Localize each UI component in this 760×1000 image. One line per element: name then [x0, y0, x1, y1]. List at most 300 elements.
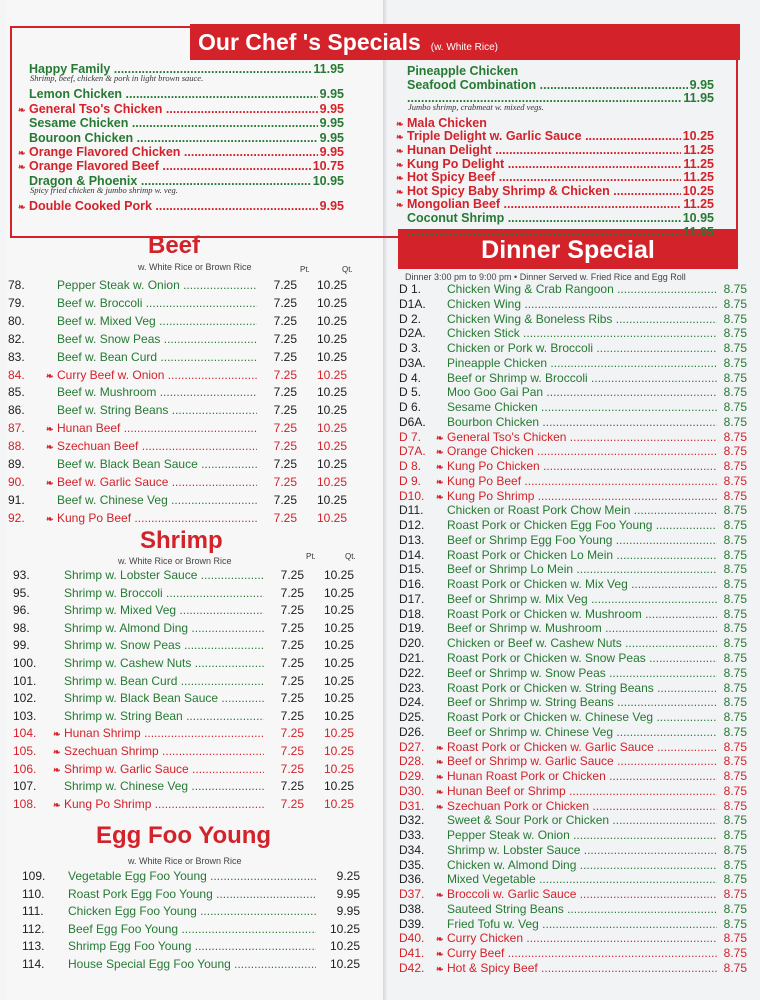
special-item-name: Kung Po Delight ..... [407, 157, 681, 171]
shrimp-title: Shrimp [140, 527, 223, 554]
menu-item [13, 691, 354, 705]
item-price-quart: 10.25 [316, 349, 347, 364]
special-item-price: 10.95 [312, 173, 344, 188]
item-name: Beef or Shrimp Lo Mein ..... [447, 562, 717, 576]
menu-item [8, 314, 347, 328]
item-number: D27. [399, 739, 425, 754]
item-number: D11. [399, 503, 424, 518]
item-price-pint: 7.25 [280, 638, 304, 653]
menu-item [399, 902, 747, 916]
menu-item [399, 356, 747, 370]
item-name: Pepper Steak w. Onion ..... [447, 828, 717, 842]
item-number: D30. [399, 783, 425, 798]
special-item [396, 184, 714, 198]
special-item-price: 11.25 [683, 197, 714, 212]
menu-item [399, 459, 747, 473]
item-name: Beef or Shrimp w. Chinese Veg ..... [447, 725, 717, 739]
item-price-pint: 7.25 [280, 744, 304, 758]
item-number: 99. [13, 638, 30, 653]
item-number: 108. [13, 796, 37, 811]
menu-item [8, 296, 347, 310]
item-price-quart: 10.25 [323, 673, 354, 688]
item-price-quart: 10.25 [316, 385, 347, 400]
item-name: Hunan Beef or Shrimp ..... [447, 784, 717, 798]
item-name: Beef w. Garlic Sauce ..... [57, 475, 257, 489]
item-price: 8.75 [723, 931, 747, 946]
special-item-price: 10.25 [682, 183, 714, 198]
menu-item [13, 744, 354, 758]
item-name: Beef or Shrimp w. Mushroom ..... [447, 621, 717, 635]
item-name: Shrimp w. Black Bean Sauce ..... [64, 691, 264, 705]
item-number: D38. [399, 901, 425, 916]
item-price: 8.75 [723, 665, 747, 680]
item-name: Curry Beef ..... [447, 946, 717, 960]
item-price: 8.75 [723, 960, 747, 975]
menu-item [8, 368, 347, 382]
shrimp-subtitle: w. White Rice or Brown Rice [118, 556, 232, 566]
special-item-price: 11.25 [683, 143, 714, 157]
item-name: Beef or Shrimp w. Snow Peas ..... [447, 666, 717, 680]
item-number: 102. [13, 691, 37, 706]
item-price-quart: 10.25 [323, 603, 354, 618]
item-number: D32. [399, 813, 425, 828]
item-number: 110. [22, 886, 45, 901]
special-item-name: Coconut Shrimp ..... [407, 211, 681, 225]
item-price-pint: 7.25 [280, 708, 304, 723]
menu-item [8, 403, 347, 417]
special-item-price: 11.25 [683, 170, 714, 185]
item-price-pint: 7.25 [280, 761, 304, 776]
item-price-quart: 10.25 [316, 367, 347, 382]
item-price-quart: 10.25 [323, 761, 354, 776]
item-number: 90. [8, 474, 25, 489]
item-number: 85. [8, 385, 25, 400]
chili-pepper-icon: ❧ [396, 146, 404, 156]
item-number: 105. [13, 744, 37, 758]
item-name: Broccoli w. Garlic Sauce ..... [447, 887, 717, 901]
item-name: Shrimp w. Cashew Nuts ..... [64, 656, 264, 670]
item-number: 88. [8, 439, 25, 454]
chili-pepper-icon: ❧ [436, 462, 444, 473]
item-price: 8.75 [723, 311, 747, 326]
item-number: D31. [399, 798, 425, 813]
special-item-name: Dragon & Phoenix ..... [29, 174, 311, 188]
item-name: Roast Pork or Chicken w. Mix Veg ..... [447, 577, 717, 591]
item-name: Beef w. Mushroom ..... [57, 385, 257, 399]
item-name: Roast Pork or Chicken Lo Mein ..... [447, 548, 717, 562]
item-number: D35. [399, 857, 425, 872]
special-item [18, 199, 344, 213]
item-price: 8.75 [723, 724, 747, 739]
item-name: Chicken or Roast Pork Chow Mein ..... [447, 503, 717, 517]
special-item-name [407, 225, 681, 239]
special-item [18, 159, 344, 173]
item-number: D25. [399, 710, 425, 725]
item-price-quart: 10.25 [323, 779, 354, 794]
item-number: D 1. [399, 282, 422, 296]
item-number: 86. [8, 403, 25, 418]
item-number: 92. [8, 510, 25, 525]
item-number: D 2. [399, 311, 422, 326]
chili-pepper-icon: ❧ [436, 786, 444, 797]
menu-item [399, 636, 747, 650]
item-price: 8.75 [723, 414, 747, 429]
item-name: Roast Pork or Chicken w. Snow Peas ..... [447, 651, 717, 665]
item-number: 106. [13, 761, 37, 776]
item-price-quart: 10.25 [316, 331, 347, 346]
item-name: Beef or Shrimp w. Broccoli ..... [447, 371, 717, 385]
chili-pepper-icon: ❧ [46, 442, 54, 453]
menu-item [399, 681, 747, 695]
menu-item [13, 674, 354, 688]
menu-item [8, 493, 347, 507]
item-price: 8.75 [723, 355, 747, 370]
item-number: 112. [22, 921, 45, 936]
item-price: 8.75 [723, 562, 747, 577]
special-item-price: 9.95 [319, 145, 344, 159]
item-name: Kung Po Beef ..... [57, 511, 257, 525]
menu-item [8, 278, 347, 292]
chili-pepper-icon: ❧ [18, 104, 26, 115]
menu-item [399, 282, 747, 296]
item-number: D23. [399, 680, 425, 695]
item-price-quart: 10.25 [316, 492, 347, 507]
item-name: Beef or Shrimp w. String Beans ..... [447, 695, 717, 709]
item-name: Mixed Vegetable ..... [447, 872, 717, 886]
item-number: 80. [8, 313, 25, 328]
item-number: D37. [399, 887, 425, 902]
chili-pepper-icon: ❧ [46, 370, 54, 381]
item-name: Kung Po Beef ..... [447, 474, 717, 488]
item-price-quart: 10.25 [316, 510, 347, 525]
item-price-pint: 7.25 [273, 331, 297, 346]
menu-item [399, 312, 747, 326]
menu-item [399, 548, 747, 562]
item-number: D21. [399, 651, 425, 665]
menu-item [399, 503, 747, 517]
item-price-pint: 7.25 [280, 585, 304, 600]
item-number: D13. [399, 532, 425, 547]
item-number: D1A. [399, 296, 426, 311]
item-price: 8.75 [723, 710, 747, 725]
special-item-description: Jumbo shrimp, crabmeat w. mixed vegs. [408, 101, 544, 112]
item-price-quart: 10.25 [316, 457, 347, 471]
item-price-quart: 10.25 [323, 691, 354, 706]
item-name: Shrimp w. Lobster Sauce ..... [64, 568, 264, 582]
menu-item [8, 350, 347, 364]
special-item-price: 11.95 [313, 62, 344, 76]
special-item [18, 145, 344, 159]
item-name: Shrimp w. Garlic Sauce ..... [64, 762, 264, 776]
special-item-name: Hot Spicy Beef ..... [407, 170, 681, 184]
menu-item [399, 607, 747, 621]
menu-item [399, 444, 747, 458]
chili-pepper-icon: ❧ [436, 890, 444, 901]
item-price: 9.95 [336, 904, 360, 919]
menu-item [399, 341, 747, 355]
menu-item [8, 385, 347, 399]
chili-pepper-icon: ❧ [18, 202, 26, 213]
item-price: 8.75 [723, 842, 747, 857]
special-item-price: 9.95 [319, 87, 344, 102]
menu-item [8, 439, 347, 453]
item-name: Shrimp w. Chinese Veg ..... [64, 779, 264, 793]
menu-item [13, 621, 354, 635]
item-number: D39. [399, 916, 425, 931]
item-price-quart: 10.25 [323, 620, 354, 635]
item-number: 101. [13, 673, 37, 688]
menu-item [399, 385, 747, 399]
item-name: Hunan Roast Pork or Chicken ..... [447, 769, 717, 783]
item-price: 8.75 [723, 946, 747, 961]
item-name: Shrimp w. Bean Curd ..... [64, 674, 264, 688]
item-price: 8.75 [723, 591, 747, 606]
menu-item [399, 562, 747, 576]
item-name: Beef Egg Foo Young ..... [68, 922, 316, 936]
item-name: Shrimp w. Almond Ding ..... [64, 621, 264, 635]
menu-item [399, 371, 747, 385]
menu-item [399, 769, 747, 783]
special-item [396, 197, 714, 211]
special-item-name: Double Cooked Pork ..... [29, 199, 318, 213]
item-price-quart: 10.25 [323, 638, 354, 653]
chili-pepper-icon: ❧ [46, 424, 54, 435]
menu-item [399, 430, 747, 444]
chili-pepper-icon: ❧ [53, 799, 61, 810]
menu-item [8, 457, 347, 471]
chili-pepper-icon: ❧ [436, 757, 444, 768]
item-number: D36. [399, 872, 425, 887]
item-name: Fried Tofu w. Veg ..... [447, 917, 717, 931]
item-price-pint: 7.25 [280, 568, 304, 582]
item-price: 8.75 [723, 547, 747, 562]
special-item-description: Spicy fried chicken & jumbo shrimp w. veg. [30, 185, 178, 196]
item-price-pint: 7.25 [273, 313, 297, 328]
menu-item [399, 858, 747, 872]
item-number: D42. [399, 960, 425, 975]
menu-item [13, 709, 354, 723]
item-name: Roast Pork or Chicken w. Chinese Veg ..... [447, 710, 717, 724]
item-name: Beef w. String Beans ..... [57, 403, 257, 417]
item-number: D15. [399, 562, 425, 577]
menu-item [399, 754, 747, 768]
menu-item [399, 828, 747, 842]
chili-pepper-icon: ❧ [18, 162, 26, 173]
item-number: D29. [399, 769, 425, 784]
item-number: 78. [8, 278, 25, 292]
special-item-price: 9.95 [689, 77, 714, 92]
item-price-quart: 10.25 [316, 278, 347, 292]
item-name: Beef w. Black Bean Sauce ..... [57, 457, 257, 471]
menu-item [399, 799, 747, 813]
special-item [396, 170, 714, 184]
item-number: 87. [8, 421, 25, 436]
chili-pepper-icon: ❧ [53, 747, 61, 757]
item-price: 8.75 [723, 828, 747, 843]
item-name: Chicken Wing & Boneless Ribs ..... [447, 312, 717, 326]
item-price-pint: 7.25 [280, 779, 304, 794]
item-name: Szechuan Pork or Chicken ..... [447, 799, 717, 813]
item-price: 8.75 [723, 459, 747, 474]
item-price: 8.75 [723, 754, 747, 769]
item-name: Roast Pork or Chicken Egg Foo Young ..... [447, 518, 717, 532]
item-price: 8.75 [723, 473, 747, 488]
item-price-quart: 10.25 [316, 313, 347, 328]
item-number: D10. [399, 488, 425, 503]
item-number: D26. [399, 724, 425, 739]
item-number: D19. [399, 621, 425, 636]
menu-item [399, 917, 747, 931]
menu-item [399, 621, 747, 635]
chili-pepper-icon: ❧ [436, 949, 444, 960]
item-price: 8.75 [723, 887, 747, 902]
special-item-price: 9.95 [319, 101, 344, 116]
menu-item [399, 695, 747, 709]
item-number: D17. [399, 591, 425, 606]
item-number: D7A. [399, 444, 426, 459]
menu-item [399, 489, 747, 503]
menu-item [22, 939, 360, 953]
item-price: 8.75 [723, 606, 747, 621]
menu-item [399, 946, 747, 960]
special-item-price: 11.95 [683, 224, 714, 239]
egg-foo-young-title: Egg Foo Young [96, 822, 272, 849]
item-price: 8.75 [723, 282, 747, 296]
item-name: Shrimp w. Broccoli ..... [64, 586, 264, 600]
item-number: 91. [8, 492, 25, 507]
item-number: D20. [399, 636, 425, 651]
dinner-special-title: Dinner Special [398, 229, 738, 269]
item-name: Beef w. Chinese Veg ..... [57, 493, 257, 507]
item-price-pint: 7.25 [273, 421, 297, 436]
item-price: 8.75 [723, 680, 747, 695]
item-number: 113. [22, 939, 45, 954]
special-item [396, 78, 714, 92]
menu-item [399, 666, 747, 680]
item-name: Sauteed String Beans ..... [447, 902, 717, 916]
beef-pt-header: Pt. [300, 265, 310, 274]
menu-item [399, 887, 747, 901]
chili-pepper-icon: ❧ [396, 186, 404, 197]
special-item-price: 9.95 [319, 130, 344, 145]
item-number: 93. [13, 568, 30, 582]
item-price-quart: 10.25 [323, 726, 354, 741]
item-price-pint: 7.25 [273, 510, 297, 525]
special-item [396, 143, 714, 157]
chili-pepper-icon: ❧ [436, 476, 444, 487]
item-price-quart: 10.25 [323, 796, 354, 811]
item-number: 109. [22, 869, 46, 883]
chili-pepper-icon: ❧ [46, 513, 54, 524]
item-number: D 3. [399, 341, 422, 356]
menu-item [399, 784, 747, 798]
special-item [18, 116, 344, 130]
item-name: Curry Chicken ..... [447, 931, 717, 945]
item-price: 8.75 [723, 695, 747, 710]
special-item [18, 87, 344, 101]
special-item-name: Sesame Chicken ..... [29, 116, 318, 130]
item-price: 8.75 [723, 636, 747, 651]
item-price-pint: 7.25 [280, 673, 304, 688]
item-name: Kung Po Chicken ..... [447, 459, 717, 473]
item-price: 8.75 [723, 813, 747, 828]
menu-item [399, 843, 747, 857]
item-number: D16. [399, 577, 425, 592]
item-price-pint: 7.25 [280, 620, 304, 635]
item-price-quart: 10.25 [323, 708, 354, 723]
item-name: Roast Pork Egg Foo Young ..... [68, 887, 316, 901]
special-item-name: Orange Flavored Chicken ..... [29, 145, 318, 159]
item-price: 8.75 [723, 798, 747, 813]
menu-item [22, 957, 360, 971]
menu-item [8, 511, 347, 525]
chili-pepper-icon: ❧ [396, 132, 404, 143]
item-price-pint: 7.25 [273, 349, 297, 364]
menu-item [399, 400, 747, 414]
beef-qt-header: Qt. [342, 265, 353, 274]
item-number: D6A. [399, 414, 426, 429]
item-name: Roast Pork or Chicken w. String Beans ..... [447, 681, 717, 695]
special-item [18, 102, 344, 116]
item-name: Kung Po Shrimp ..... [64, 797, 264, 811]
menu-item [399, 415, 747, 429]
chili-pepper-icon: ❧ [53, 729, 61, 740]
menu-item [13, 568, 354, 582]
item-number: D40. [399, 931, 425, 946]
chili-pepper-icon: ❧ [396, 173, 404, 184]
item-price-pint: 7.25 [280, 603, 304, 618]
menu-item [399, 725, 747, 739]
item-name: Kung Po Shrimp ..... [447, 489, 717, 503]
item-price-pint: 7.25 [273, 278, 297, 292]
item-name: Orange Chicken ..... [447, 444, 717, 458]
special-item-name: Seafood Combination ..... [407, 78, 688, 92]
special-item-price: 10.95 [682, 211, 714, 225]
item-name: Beef or Shrimp Egg Foo Young ..... [447, 533, 717, 547]
special-item-description: Shrimp, beef, chicken & pork in light brown sauce. [30, 73, 204, 84]
egg-foo-young-subtitle: w. White Rice or Brown Rice [128, 856, 242, 866]
menu-item [399, 651, 747, 665]
dinner-special-subtitle: Dinner 3:00 pm to 9:00 pm • Dinner Served w. Fried Rice and Egg Roll [405, 272, 686, 282]
item-price-pint: 7.25 [273, 474, 297, 489]
special-item-name: Mongolian Beef ..... [407, 197, 681, 211]
item-number: D 6. [399, 400, 422, 415]
item-name: Vegetable Egg Foo Young ..... [68, 869, 316, 883]
item-number: D33. [399, 828, 425, 843]
item-number: 82. [8, 331, 25, 346]
menu-item [399, 518, 747, 532]
item-price: 8.75 [723, 916, 747, 931]
item-name: Beef w. Mixed Veg ..... [57, 314, 257, 328]
item-price: 8.75 [723, 429, 747, 444]
menu-item [22, 922, 360, 936]
item-number: 103. [13, 708, 37, 723]
special-item-name: Orange Flavored Beef ..... [29, 159, 311, 173]
item-name: Roast Pork or Chicken w. Mushroom ..... [447, 607, 717, 621]
item-price-quart: 10.25 [323, 656, 354, 670]
item-price: 8.75 [723, 651, 747, 665]
item-number: D41. [399, 946, 425, 961]
item-name: Beef or Shrimp w. Garlic Sauce ..... [447, 754, 717, 768]
menu-item [13, 638, 354, 652]
item-price-pint: 7.25 [280, 691, 304, 706]
item-price: 9.25 [336, 869, 360, 883]
item-price: 8.75 [723, 296, 747, 311]
item-name: Chicken Wing & Crab Rangoon ..... [447, 282, 717, 296]
special-item-name: Mala Chicken [407, 115, 487, 130]
item-name: Chicken Stick ..... [447, 326, 717, 340]
item-number: D12. [399, 518, 425, 533]
